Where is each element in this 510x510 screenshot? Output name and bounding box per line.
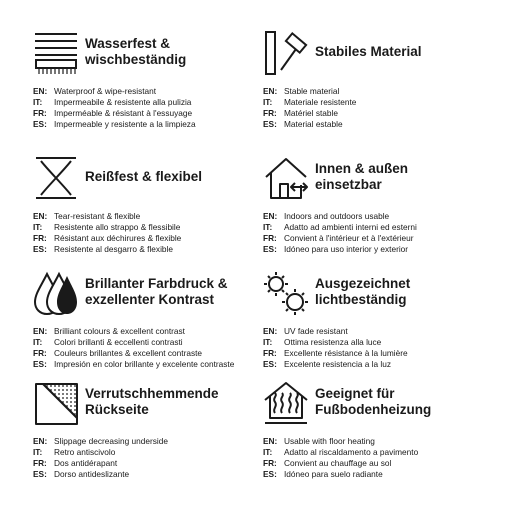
feature-title: Wasserfest & wischbeständig [85,36,187,67]
hammer-icon [263,30,309,76]
feature-brilliant-print [33,270,283,390]
feature-floor-heating [263,380,510,500]
feature-waterproof [33,30,283,150]
feature-tear-resistant [33,155,283,275]
feature-title: Ausgezeichnet lichtbeständig [315,276,411,307]
feature-title: Stabiles Material [315,44,422,59]
feature-title: Brillanter Farbdruck & exzellenter Kontrast [85,276,228,307]
feature-stable-material [263,30,510,150]
feature-title: Innen & außen einsetzbar [315,161,409,192]
feature-light-fast [263,270,510,390]
ink-drops-icon [33,270,79,316]
feature-indoor-outdoor [263,155,510,275]
feature-antislip [33,380,283,500]
translation-list: EN: Stable material IT: Materiale resistente FR: Matériel stable ES: Material estable [263,86,357,129]
sun-gears-icon [263,270,309,316]
feature-title: Verrutschhemmende Rückseite [85,386,219,417]
floor-heating-icon [263,380,309,426]
stretch-x-icon [33,155,79,201]
house-arrows-icon [263,155,309,201]
translation-list: EN: Tear-resistant & flexible IT: Resistente allo strappo & flessibile FR: Résistant aux déchirures & flexible ES: Resistente al desgarro & flexible [33,211,182,254]
translation-list: EN: Brilliant colours & excellent contrast IT: Colori brillanti & eccellenti contrasti FR: Couleurs brillantes & excellent contraste ES: Impresión en color brillante y excelente contraste [33,326,235,369]
feature-title: Geeignet für Fußbodenheizung [315,386,432,417]
translation-list: EN: Indoors and outdoors usable IT: Adatto ad ambienti interni ed esterni FR: Convient à l'intérieur et à l'extérieur ES: Idóneo para uso interior y exterior [263,211,417,254]
translation-list: EN: Waterproof & wipe-resistant IT: Impermeabile & resistente alla pulizia FR: Imperméable & résistant à l'essuyage ES: Impermeable y resistente a la limpieza [33,86,196,129]
translation-list: EN: UV fade resistant IT: Ottima resistenza alla luce FR: Excellente résistance à la lumière ES: Excelente resistencia a la luz [263,326,408,369]
antislip-backing-icon [33,380,79,426]
translation-list: EN: Slippage decreasing underside IT: Retro antiscivolo FR: Dos antidérapant ES: Dorso antideslizante [33,436,168,479]
wipe-lines-brush-icon [33,30,79,76]
feature-title: Reißfest & flexibel [85,169,203,184]
translation-list: EN: Usable with floor heating IT: Adatto al riscaldamento a pavimento FR: Convient au chauffage au sol ES: Idóneo para suelo radiante [263,436,419,479]
